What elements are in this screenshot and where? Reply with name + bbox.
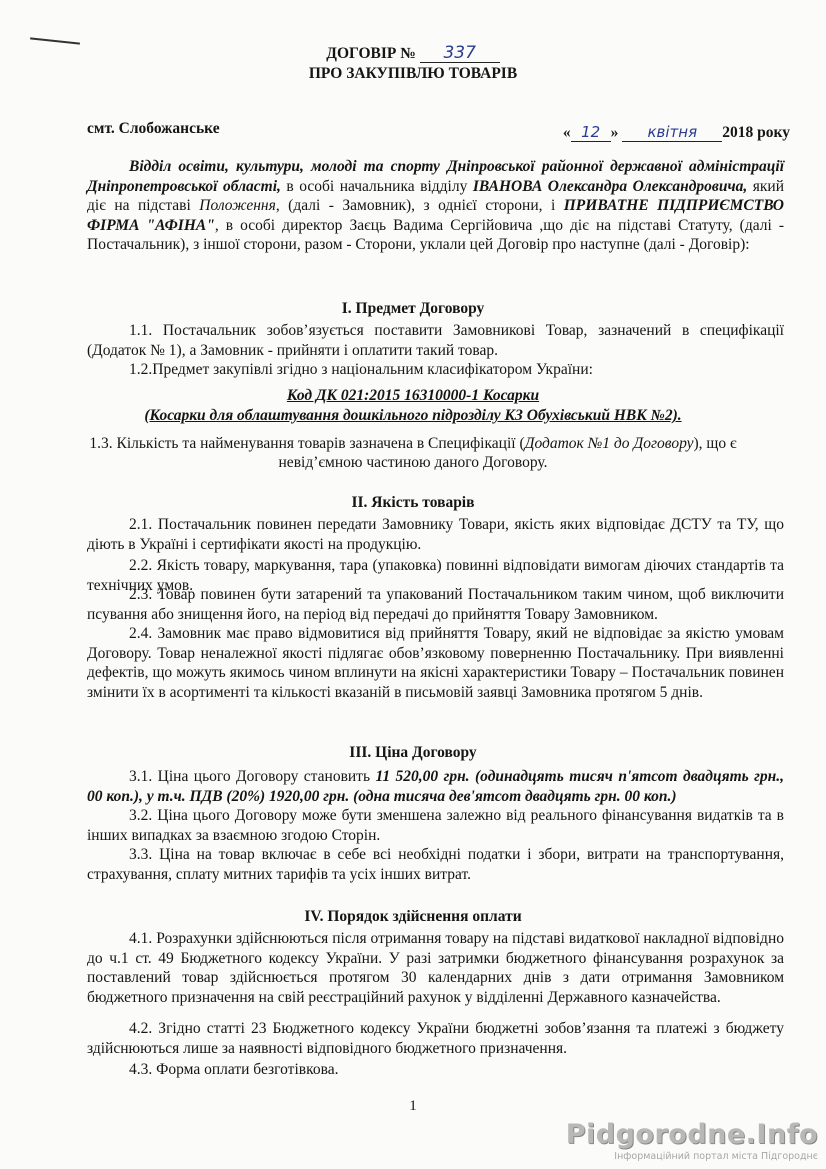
watermark-title: Pidgorodne.Info	[565, 1119, 818, 1150]
date-quote-open: «	[562, 124, 571, 141]
section-title-4: IV. Порядок здійснення оплати	[304, 908, 522, 925]
intro-text: , (далі - Замовник), з однієї сторони, і	[275, 197, 564, 214]
clause-4-2: 4.2. Згідно статті 23 Бюджетного кодексу України бюджетні зобов’язання та платежі з бюджету здійснюються лише за наявності відповідного бюджетного призначення.	[87, 1020, 784, 1057]
party-supplier: ПРИВАТНЕ ПІДПРИЄМСТВО ФІРМА "АФІНА"	[87, 197, 784, 234]
page-number: 1	[409, 1098, 417, 1114]
intro-text: , в особі директор Заєць Вадима Сергійовича ,що діє на підставі Статуту, (далі - Постачальник), з іншої сторони, разом - Сторони, уклали цей Договір про наступне (далі - Договір):	[87, 216, 785, 253]
contract-place: смт. Слобожанське	[87, 120, 220, 137]
clause-3-2: 3.2. Ціна цього Договору може бути зменшена залежно від реального фінансування видатків та в інших випадках за взаємною згодою Сторін.	[87, 807, 784, 844]
date-quote-close: »	[610, 124, 619, 141]
section-title-1: І. Предмет Договору	[341, 300, 485, 317]
contract-date	[563, 124, 790, 142]
clause-2-4: 2.4. Замовник має право відмовитися від прийняття Товару, який не відповідає за якістю умовам Договору. Товар неналежної якості підлягає обов’язковому поверненню Постачальнику. При виявленні дефектів, що можуть якимось чином вплинути на якісні характеристики Товару – Постачальник повинен змінити їх в асортименті та кількості вказаній в письмовій заявці Замовника протягом 5 днів.	[87, 625, 784, 701]
clause-text: 1.3. Кількість та найменування товарів зазначена в Специфікації (	[89, 435, 525, 452]
contract-subtitle: ПРО ЗАКУПІВЛЮ ТОВАРІВ	[308, 65, 518, 82]
contract-price: 11 520,00 грн. (одинадцять тисяч п'ятсот двадцять грн., 00 коп.), у т.ч. ПДВ (20%) 1920,00 грн. (одна тисяча дев'ятсот двадцять грн. 00 коп.)	[87, 768, 784, 805]
clause-2-1: 2.1. Постачальник повинен передати Замовнику Товари, якість яких відповідає ДСТУ та ТУ, що діють в Україні і сертифікати якості на продукцію.	[87, 516, 784, 553]
clause-3-1	[87, 767, 784, 806]
clause-2-3: 2.3. Товар повинен бути затарений та упакований Постачальником таким чином, щоб виключити псування або знищення його, на період від передачі до прийняття Товару Замовником.	[87, 586, 784, 623]
section-title-3: ІІІ. Ціна Договору	[349, 744, 477, 761]
handwritten-day: 12	[581, 123, 601, 141]
clause-4-3: 4.3. Форма оплати безготівкова.	[129, 1061, 339, 1078]
clause-1-3-cont: невід’ємною частиною даного Договору.	[278, 454, 548, 471]
handwritten-number: 337	[443, 43, 476, 63]
site-watermark	[566, 1120, 818, 1162]
clause-1-3	[0, 434, 826, 454]
clause-1-1: 1.1. Постачальник зобов’язується поставити Замовникові Товар, зазначений в специфікації (Додаток № 1), а Замовник - прийняти і оплатити такий товар.	[87, 322, 784, 359]
customer-basis: Положення	[199, 197, 276, 214]
date-month	[622, 124, 722, 142]
clause-1-2: 1.2.Предмет закупівлі згідно з національним класифікатором України:	[129, 361, 593, 378]
pen-mark	[30, 37, 80, 44]
intro-paragraph	[87, 157, 784, 255]
contract-label: ДОГОВІР №	[326, 45, 416, 62]
date-year: 2018 року	[722, 124, 790, 141]
contract-number	[420, 45, 500, 63]
clause-4-1: 4.1. Розрахунки здійснюються після отримання товару на підставі видаткової накладної відповідно до ч.1 ст. 49 Бюджетного кодексу України. У разі затримки бюджетного фінансування розрахунок за поставлений товар здійснюється протягом 30 календарних днів з дати отримання Замовником бюджетного призначення на свій реєстраційний рахунок у відділенні Державного казначейства.	[87, 930, 784, 1006]
dk-code-description: (Косарки для облаштування дошкільного підрозділу КЗ Обухівський НВК №2).	[144, 407, 682, 424]
contract-title	[0, 45, 826, 63]
clause-text: 3.1. Ціна цього Договору становить	[129, 768, 376, 785]
date-day	[571, 124, 611, 142]
watermark-subtitle: Інформаційний портал міста Підгороднє	[614, 1151, 818, 1162]
handwritten-month: квітня	[647, 123, 698, 141]
annex-ref: Додаток №1 до Договору	[524, 435, 694, 452]
section-title-2: ІІ. Якість товарів	[351, 494, 475, 511]
dk-code: Код ДК 021:2015 16310000-1 Косарки	[286, 387, 540, 404]
clause-3-3: 3.3. Ціна на товар включає в себе всі необхідні податки і збори, витрати на транспортування, страхування, сплату митних тарифів та усіх інших витрат.	[87, 846, 784, 883]
party-customer: Відділ освіти, культури, молоді та спорту Дніпровської районної державної адміністрації Дніпропетровської області,	[87, 158, 784, 195]
intro-text: в особі начальника відділу	[280, 177, 473, 195]
clause-2-2: 2.2. Якість товару, маркування, тара (упаковка) повинні відповідати вимогам діючих стандартів та технічних умов.	[87, 557, 784, 594]
intro-text: який діє на підставі	[87, 177, 784, 214]
customer-head: ІВАНОВА Олександра Олександровича,	[472, 177, 748, 195]
clause-text: ), що є	[693, 435, 737, 452]
